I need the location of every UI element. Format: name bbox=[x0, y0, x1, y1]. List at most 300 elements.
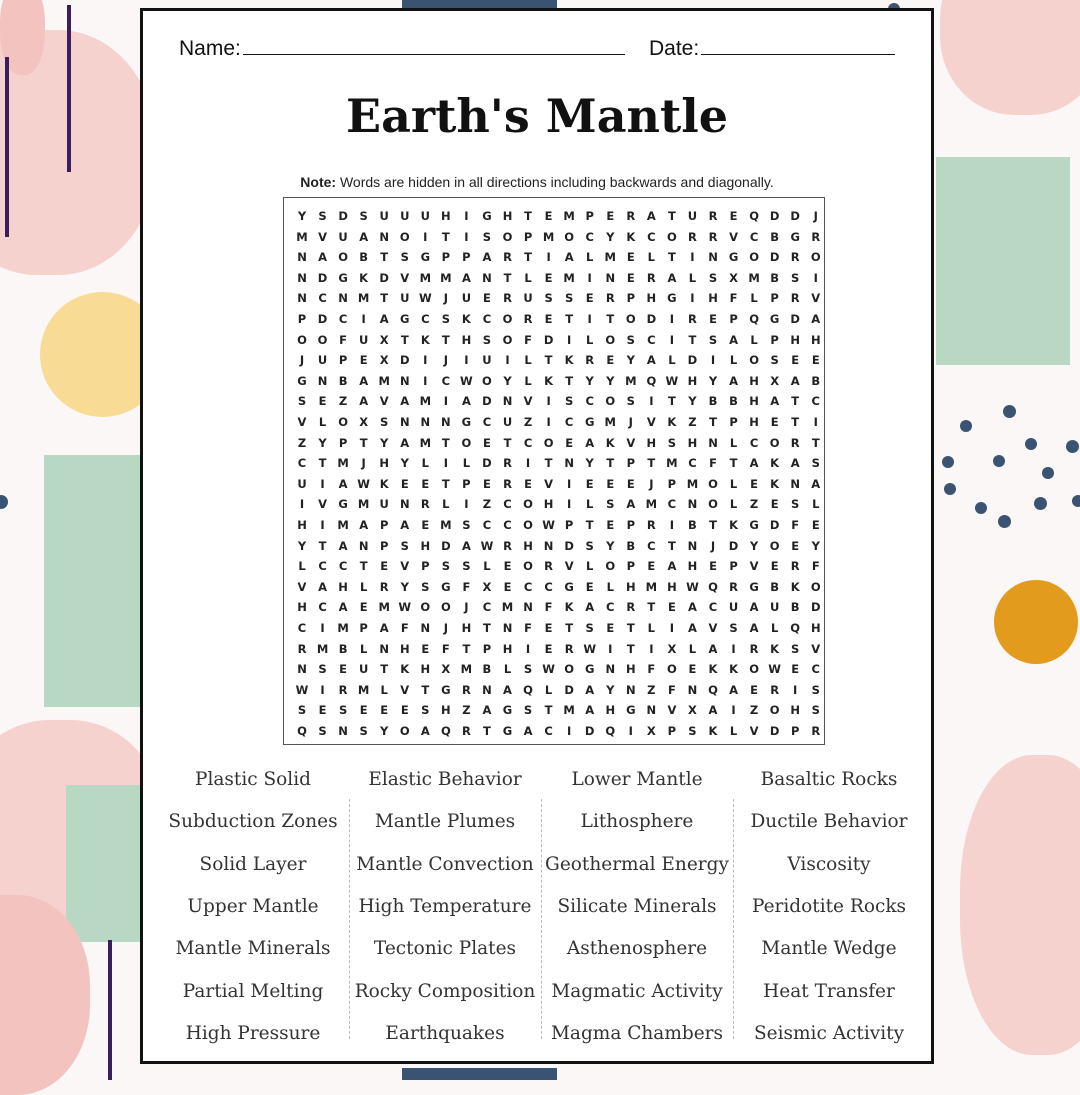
grid-letter[interactable]: E bbox=[380, 559, 389, 574]
grid-letter[interactable]: N bbox=[482, 270, 492, 285]
grid-letter[interactable]: F bbox=[647, 662, 656, 677]
grid-letter[interactable]: P bbox=[770, 291, 779, 306]
grid-letter[interactable]: L bbox=[668, 353, 676, 368]
grid-letter[interactable]: I bbox=[320, 476, 325, 491]
grid-letter[interactable]: S bbox=[811, 456, 820, 471]
grid-letter[interactable]: S bbox=[564, 394, 574, 409]
grid-letter[interactable]: R bbox=[523, 312, 533, 326]
grid-letter[interactable]: C bbox=[482, 600, 492, 615]
grid-letter[interactable]: H bbox=[502, 641, 513, 656]
grid-letter[interactable]: Q bbox=[749, 312, 759, 326]
grid-letter[interactable]: X bbox=[729, 270, 738, 285]
grid-letter[interactable]: I bbox=[669, 518, 675, 532]
grid-letter[interactable]: S bbox=[688, 724, 697, 738]
grid-letter[interactable]: R bbox=[585, 353, 595, 368]
grid-letter[interactable]: H bbox=[441, 209, 451, 223]
grid-letter[interactable]: T bbox=[667, 394, 676, 409]
grid-letter[interactable]: O bbox=[564, 662, 575, 677]
grid-letter[interactable]: K bbox=[544, 373, 554, 388]
grid-letter[interactable]: A bbox=[687, 600, 697, 615]
grid-letter[interactable]: W bbox=[542, 662, 555, 677]
grid-letter[interactable]: I bbox=[669, 332, 675, 347]
grid-letter[interactable]: R bbox=[461, 724, 471, 738]
grid-letter[interactable]: M bbox=[419, 394, 432, 409]
grid-letter[interactable]: Q bbox=[749, 209, 759, 223]
grid-letter[interactable]: I bbox=[567, 476, 572, 491]
grid-letter[interactable]: E bbox=[606, 209, 615, 223]
grid-letter[interactable]: T bbox=[462, 641, 471, 656]
grid-letter[interactable]: M bbox=[563, 703, 575, 718]
grid-letter[interactable]: A bbox=[359, 518, 369, 532]
grid-letter[interactable]: Z bbox=[297, 435, 307, 450]
grid-letter[interactable]: F bbox=[544, 600, 553, 615]
grid-letter[interactable]: P bbox=[626, 559, 636, 574]
grid-letter[interactable]: K bbox=[770, 476, 780, 491]
grid-letter[interactable]: T bbox=[585, 518, 594, 532]
grid-letter[interactable]: I bbox=[587, 312, 592, 326]
grid-letter[interactable]: D bbox=[790, 312, 800, 326]
grid-letter[interactable]: G bbox=[338, 270, 348, 285]
grid-letter[interactable]: R bbox=[708, 209, 718, 223]
grid-letter[interactable]: I bbox=[793, 682, 798, 697]
grid-letter[interactable]: A bbox=[585, 435, 595, 450]
grid-letter[interactable]: O bbox=[605, 559, 616, 574]
grid-letter[interactable]: T bbox=[626, 621, 635, 635]
grid-letter[interactable]: S bbox=[585, 538, 594, 553]
grid-letter[interactable]: G bbox=[790, 229, 800, 244]
grid-letter[interactable]: H bbox=[461, 332, 472, 347]
grid-letter[interactable]: F bbox=[667, 682, 676, 697]
grid-letter[interactable]: G bbox=[420, 250, 431, 265]
grid-letter[interactable]: E bbox=[770, 497, 779, 512]
grid-letter[interactable]: E bbox=[544, 312, 553, 326]
grid-letter[interactable]: T bbox=[441, 332, 450, 347]
grid-letter[interactable]: R bbox=[379, 579, 389, 594]
grid-letter[interactable]: A bbox=[585, 703, 595, 718]
grid-letter[interactable]: A bbox=[729, 373, 738, 388]
grid-letter[interactable]: E bbox=[359, 600, 368, 615]
grid-letter[interactable]: M bbox=[419, 270, 432, 285]
grid-letter[interactable]: V bbox=[544, 476, 554, 491]
grid-letter[interactable]: P bbox=[441, 250, 451, 265]
grid-letter[interactable]: I bbox=[710, 353, 716, 368]
grid-letter[interactable]: A bbox=[400, 435, 410, 450]
grid-letter[interactable]: E bbox=[606, 621, 615, 635]
grid-letter[interactable]: S bbox=[667, 435, 677, 450]
grid-letter[interactable]: Q bbox=[605, 724, 616, 738]
grid-letter[interactable]: A bbox=[359, 394, 369, 409]
grid-letter[interactable]: I bbox=[813, 270, 818, 285]
grid-letter[interactable]: I bbox=[546, 250, 551, 265]
grid-letter[interactable]: E bbox=[791, 662, 800, 677]
grid-letter[interactable]: O bbox=[708, 497, 718, 512]
grid-letter[interactable]: Y bbox=[606, 538, 615, 553]
grid-letter[interactable]: K bbox=[605, 435, 615, 450]
grid-letter[interactable]: U bbox=[523, 291, 533, 306]
grid-letter[interactable]: D bbox=[584, 724, 595, 738]
grid-letter[interactable]: S bbox=[318, 209, 327, 223]
grid-letter[interactable]: O bbox=[523, 518, 533, 532]
grid-letter[interactable]: V bbox=[749, 559, 759, 574]
grid-letter[interactable]: A bbox=[318, 579, 327, 594]
grid-letter[interactable]: V bbox=[811, 641, 821, 656]
grid-letter[interactable]: I bbox=[464, 353, 469, 368]
grid-letter[interactable]: P bbox=[729, 415, 738, 429]
grid-letter[interactable]: I bbox=[505, 353, 510, 368]
grid-letter[interactable]: C bbox=[338, 312, 348, 326]
grid-letter[interactable]: S bbox=[544, 291, 553, 306]
grid-letter[interactable]: A bbox=[585, 682, 595, 697]
grid-letter[interactable]: R bbox=[626, 600, 636, 615]
grid-letter[interactable]: K bbox=[564, 353, 574, 368]
grid-letter[interactable]: S bbox=[441, 559, 450, 574]
grid-letter[interactable]: N bbox=[297, 662, 307, 677]
grid-letter[interactable]: M bbox=[645, 579, 658, 594]
grid-letter[interactable]: P bbox=[667, 724, 677, 738]
grid-letter[interactable]: A bbox=[708, 703, 718, 718]
grid-letter[interactable]: R bbox=[544, 559, 554, 574]
grid-letter[interactable]: P bbox=[585, 209, 594, 223]
grid-letter[interactable]: H bbox=[625, 662, 636, 677]
grid-letter[interactable]: T bbox=[359, 559, 368, 574]
grid-letter[interactable]: T bbox=[647, 456, 656, 471]
grid-letter[interactable]: C bbox=[564, 415, 574, 429]
grid-letter[interactable]: T bbox=[791, 394, 800, 409]
grid-letter[interactable]: P bbox=[626, 456, 636, 471]
grid-letter[interactable]: S bbox=[791, 270, 800, 285]
grid-letter[interactable]: Q bbox=[440, 724, 451, 738]
grid-letter[interactable]: N bbox=[317, 373, 328, 388]
grid-letter[interactable]: V bbox=[729, 229, 738, 244]
grid-letter[interactable]: N bbox=[379, 641, 389, 656]
grid-letter[interactable]: L bbox=[586, 250, 594, 265]
grid-letter[interactable]: M bbox=[748, 270, 760, 285]
grid-letter[interactable]: V bbox=[318, 229, 327, 244]
grid-letter[interactable]: H bbox=[687, 373, 698, 388]
grid-letter[interactable]: Z bbox=[749, 497, 759, 512]
grid-letter[interactable]: K bbox=[729, 662, 738, 677]
grid-letter[interactable]: E bbox=[339, 662, 348, 677]
grid-letter[interactable]: O bbox=[605, 332, 616, 347]
grid-letter[interactable]: I bbox=[299, 497, 305, 512]
grid-letter[interactable]: F bbox=[400, 621, 409, 635]
grid-letter[interactable]: G bbox=[502, 724, 513, 738]
grid-letter[interactable]: T bbox=[791, 415, 800, 429]
grid-letter[interactable]: L bbox=[750, 332, 758, 347]
grid-letter[interactable]: A bbox=[790, 456, 800, 471]
grid-letter[interactable]: C bbox=[503, 497, 512, 512]
grid-letter[interactable]: O bbox=[749, 353, 759, 368]
grid-letter[interactable]: S bbox=[791, 497, 800, 512]
grid-letter[interactable]: W bbox=[357, 476, 370, 491]
grid-letter[interactable]: Y bbox=[318, 435, 327, 450]
grid-letter[interactable]: E bbox=[811, 353, 820, 368]
grid-letter[interactable]: M bbox=[645, 497, 658, 512]
grid-letter[interactable]: A bbox=[770, 394, 780, 409]
grid-letter[interactable]: W bbox=[583, 641, 597, 656]
grid-letter[interactable]: L bbox=[750, 291, 758, 306]
grid-letter[interactable]: M bbox=[296, 229, 308, 244]
grid-letter[interactable]: K bbox=[770, 456, 780, 471]
grid-letter[interactable]: Q bbox=[708, 682, 718, 697]
grid-letter[interactable]: A bbox=[667, 270, 677, 285]
grid-letter[interactable]: T bbox=[606, 456, 615, 471]
grid-letter[interactable]: B bbox=[482, 662, 492, 677]
grid-letter[interactable]: Y bbox=[400, 579, 409, 594]
grid-letter[interactable]: Q bbox=[790, 621, 801, 635]
grid-letter[interactable]: I bbox=[649, 641, 654, 656]
grid-letter[interactable]: G bbox=[584, 415, 595, 429]
grid-letter[interactable]: Z bbox=[749, 703, 759, 718]
grid-letter[interactable]: L bbox=[524, 270, 532, 285]
grid-letter[interactable]: H bbox=[338, 579, 348, 594]
grid-letter[interactable]: R bbox=[338, 682, 348, 697]
grid-letter[interactable]: N bbox=[687, 497, 698, 512]
grid-letter[interactable]: T bbox=[565, 621, 574, 635]
grid-letter[interactable]: O bbox=[810, 579, 821, 594]
grid-letter[interactable]: V bbox=[811, 291, 821, 306]
grid-letter[interactable]: S bbox=[811, 703, 820, 718]
grid-letter[interactable]: I bbox=[464, 209, 469, 223]
grid-letter[interactable]: L bbox=[359, 579, 368, 594]
grid-letter[interactable]: O bbox=[420, 600, 431, 615]
grid-letter[interactable]: I bbox=[608, 641, 613, 656]
grid-letter[interactable]: I bbox=[320, 518, 325, 532]
grid-letter[interactable]: S bbox=[297, 703, 307, 718]
grid-letter[interactable]: E bbox=[606, 518, 615, 532]
grid-letter[interactable]: A bbox=[461, 394, 471, 409]
grid-letter[interactable]: E bbox=[544, 209, 553, 223]
grid-letter[interactable]: X bbox=[379, 332, 389, 347]
grid-letter[interactable]: N bbox=[687, 538, 698, 553]
grid-letter[interactable]: I bbox=[567, 497, 572, 512]
grid-letter[interactable]: M bbox=[378, 373, 390, 388]
grid-letter[interactable]: O bbox=[440, 600, 451, 615]
grid-letter[interactable]: U bbox=[482, 353, 492, 368]
grid-letter[interactable]: I bbox=[669, 312, 675, 326]
grid-letter[interactable]: H bbox=[749, 373, 759, 388]
grid-letter[interactable]: A bbox=[400, 518, 410, 532]
grid-letter[interactable]: S bbox=[708, 270, 718, 285]
grid-letter[interactable]: V bbox=[667, 703, 677, 718]
grid-letter[interactable]: K bbox=[667, 415, 677, 429]
grid-letter[interactable]: L bbox=[729, 724, 738, 738]
grid-letter[interactable]: C bbox=[667, 497, 677, 512]
grid-letter[interactable]: N bbox=[482, 682, 492, 697]
grid-letter[interactable]: T bbox=[380, 662, 389, 677]
grid-letter[interactable]: C bbox=[523, 579, 533, 594]
grid-letter[interactable]: I bbox=[443, 394, 448, 409]
grid-letter[interactable]: L bbox=[524, 373, 532, 388]
grid-letter[interactable]: A bbox=[400, 394, 410, 409]
grid-letter[interactable]: G bbox=[461, 415, 472, 429]
grid-letter[interactable]: Y bbox=[606, 373, 615, 388]
grid-letter[interactable]: Q bbox=[297, 724, 307, 738]
grid-letter[interactable]: F bbox=[524, 332, 532, 347]
grid-letter[interactable]: C bbox=[482, 518, 492, 532]
grid-letter[interactable]: S bbox=[462, 518, 471, 532]
grid-letter[interactable]: H bbox=[461, 621, 472, 635]
grid-letter[interactable]: U bbox=[297, 476, 307, 491]
grid-letter[interactable]: H bbox=[379, 456, 389, 471]
grid-letter[interactable]: I bbox=[423, 373, 428, 388]
grid-letter[interactable]: B bbox=[729, 394, 738, 409]
grid-letter[interactable]: D bbox=[317, 270, 328, 285]
grid-letter[interactable]: C bbox=[585, 229, 594, 244]
grid-letter[interactable]: T bbox=[380, 250, 389, 265]
grid-letter[interactable]: A bbox=[564, 250, 574, 265]
grid-letter[interactable]: C bbox=[585, 394, 594, 409]
grid-letter[interactable]: A bbox=[811, 476, 821, 491]
grid-letter[interactable]: Y bbox=[708, 373, 718, 388]
name-line[interactable] bbox=[243, 53, 625, 55]
grid-letter[interactable]: L bbox=[483, 559, 491, 574]
grid-letter[interactable]: A bbox=[461, 270, 471, 285]
grid-letter[interactable]: V bbox=[400, 559, 410, 574]
grid-letter[interactable]: I bbox=[813, 415, 818, 429]
grid-letter[interactable]: W bbox=[398, 600, 412, 615]
grid-letter[interactable]: U bbox=[358, 332, 369, 347]
grid-letter[interactable]: L bbox=[586, 559, 594, 574]
grid-letter[interactable]: Q bbox=[523, 682, 533, 697]
grid-letter[interactable]: C bbox=[749, 435, 759, 450]
grid-letter[interactable]: H bbox=[687, 435, 698, 450]
grid-letter[interactable]: M bbox=[666, 456, 678, 471]
grid-letter[interactable]: N bbox=[399, 373, 410, 388]
grid-letter[interactable]: J bbox=[464, 600, 469, 615]
grid-letter[interactable]: V bbox=[564, 559, 574, 574]
grid-letter[interactable]: O bbox=[564, 229, 575, 244]
grid-letter[interactable]: I bbox=[690, 291, 695, 306]
grid-letter[interactable]: D bbox=[379, 270, 389, 285]
grid-letter[interactable]: O bbox=[667, 229, 677, 244]
grid-letter[interactable]: G bbox=[482, 209, 492, 223]
grid-letter[interactable]: U bbox=[461, 291, 472, 306]
grid-letter[interactable]: P bbox=[729, 312, 738, 326]
grid-letter[interactable]: R bbox=[790, 291, 800, 306]
grid-letter[interactable]: N bbox=[441, 415, 451, 429]
grid-letter[interactable]: X bbox=[379, 353, 389, 368]
grid-letter[interactable]: O bbox=[625, 312, 636, 326]
grid-letter[interactable]: G bbox=[564, 579, 574, 594]
grid-letter[interactable]: A bbox=[523, 724, 533, 738]
grid-letter[interactable]: I bbox=[464, 497, 469, 512]
name-field[interactable] bbox=[179, 37, 625, 61]
grid-letter[interactable]: V bbox=[379, 394, 389, 409]
grid-letter[interactable]: B bbox=[338, 373, 348, 388]
grid-letter[interactable]: E bbox=[544, 270, 553, 285]
grid-letter[interactable]: S bbox=[421, 703, 430, 718]
grid-letter[interactable]: S bbox=[606, 497, 615, 512]
grid-letter[interactable]: M bbox=[357, 497, 370, 512]
grid-letter[interactable]: X bbox=[688, 703, 697, 718]
grid-letter[interactable]: P bbox=[790, 724, 800, 738]
grid-letter[interactable]: D bbox=[687, 353, 698, 368]
grid-letter[interactable]: L bbox=[729, 497, 738, 512]
grid-letter[interactable]: F bbox=[339, 332, 348, 347]
grid-letter[interactable]: W bbox=[542, 518, 555, 532]
grid-letter[interactable]: E bbox=[359, 353, 368, 368]
grid-letter[interactable]: U bbox=[769, 600, 780, 615]
grid-letter[interactable]: U bbox=[338, 229, 348, 244]
grid-letter[interactable]: K bbox=[359, 270, 369, 285]
grid-letter[interactable]: H bbox=[441, 703, 451, 718]
grid-letter[interactable]: M bbox=[337, 456, 349, 471]
grid-letter[interactable]: T bbox=[483, 621, 491, 635]
grid-letter[interactable]: N bbox=[358, 538, 369, 553]
grid-letter[interactable]: B bbox=[770, 229, 780, 244]
grid-letter[interactable]: O bbox=[502, 332, 513, 347]
grid-letter[interactable]: I bbox=[567, 332, 572, 347]
grid-letter[interactable]: E bbox=[585, 476, 594, 491]
grid-letter[interactable]: P bbox=[770, 332, 779, 347]
grid-letter[interactable]: G bbox=[769, 312, 780, 326]
grid-letter[interactable]: R bbox=[605, 291, 615, 306]
grid-letter[interactable]: E bbox=[503, 559, 512, 574]
grid-letter[interactable]: P bbox=[338, 435, 348, 450]
grid-letter[interactable]: V bbox=[297, 415, 307, 429]
grid-letter[interactable]: A bbox=[585, 600, 595, 615]
grid-letter[interactable]: A bbox=[749, 600, 759, 615]
grid-letter[interactable]: P bbox=[462, 250, 471, 265]
grid-letter[interactable]: S bbox=[441, 312, 450, 326]
grid-letter[interactable]: K bbox=[461, 312, 471, 326]
grid-letter[interactable]: D bbox=[728, 538, 739, 553]
grid-letter[interactable]: N bbox=[605, 270, 616, 285]
grid-letter[interactable]: E bbox=[647, 559, 656, 574]
grid-letter[interactable]: R bbox=[811, 724, 821, 738]
grid-letter[interactable]: T bbox=[503, 435, 512, 450]
grid-letter[interactable]: M bbox=[357, 291, 370, 306]
grid-letter[interactable]: S bbox=[482, 332, 492, 347]
grid-letter[interactable]: T bbox=[544, 703, 553, 718]
grid-letter[interactable]: A bbox=[749, 456, 759, 471]
grid-letter[interactable]: P bbox=[626, 518, 636, 532]
grid-letter[interactable]: T bbox=[606, 312, 615, 326]
grid-letter[interactable]: P bbox=[626, 291, 636, 306]
grid-letter[interactable]: O bbox=[749, 662, 759, 677]
grid-letter[interactable]: O bbox=[749, 250, 759, 265]
grid-letter[interactable]: D bbox=[338, 209, 348, 223]
grid-letter[interactable]: G bbox=[626, 703, 636, 718]
grid-letter[interactable]: V bbox=[400, 270, 410, 285]
grid-letter[interactable]: R bbox=[790, 250, 800, 265]
grid-letter[interactable]: R bbox=[770, 682, 780, 697]
grid-letter[interactable]: A bbox=[646, 209, 656, 223]
grid-letter[interactable]: D bbox=[564, 682, 574, 697]
grid-letter[interactable]: S bbox=[297, 394, 307, 409]
grid-letter[interactable]: T bbox=[544, 456, 553, 471]
grid-letter[interactable]: O bbox=[769, 703, 780, 718]
grid-letter[interactable]: M bbox=[686, 476, 699, 491]
grid-letter[interactable]: R bbox=[688, 229, 697, 244]
grid-letter[interactable]: Y bbox=[749, 538, 759, 553]
grid-letter[interactable]: Y bbox=[688, 394, 697, 409]
grid-letter[interactable]: E bbox=[709, 312, 717, 326]
grid-letter[interactable]: L bbox=[729, 435, 738, 450]
grid-letter[interactable]: S bbox=[359, 724, 368, 738]
grid-letter[interactable]: L bbox=[647, 250, 655, 265]
grid-letter[interactable]: M bbox=[337, 518, 349, 532]
grid-letter[interactable]: B bbox=[770, 270, 780, 285]
grid-letter[interactable]: I bbox=[525, 456, 531, 471]
grid-letter[interactable]: R bbox=[708, 229, 718, 244]
grid-letter[interactable]: U bbox=[358, 662, 369, 677]
grid-letter[interactable]: N bbox=[790, 476, 800, 491]
grid-letter[interactable]: S bbox=[318, 662, 327, 677]
grid-letter[interactable]: A bbox=[359, 373, 369, 388]
grid-letter[interactable]: I bbox=[731, 703, 736, 718]
